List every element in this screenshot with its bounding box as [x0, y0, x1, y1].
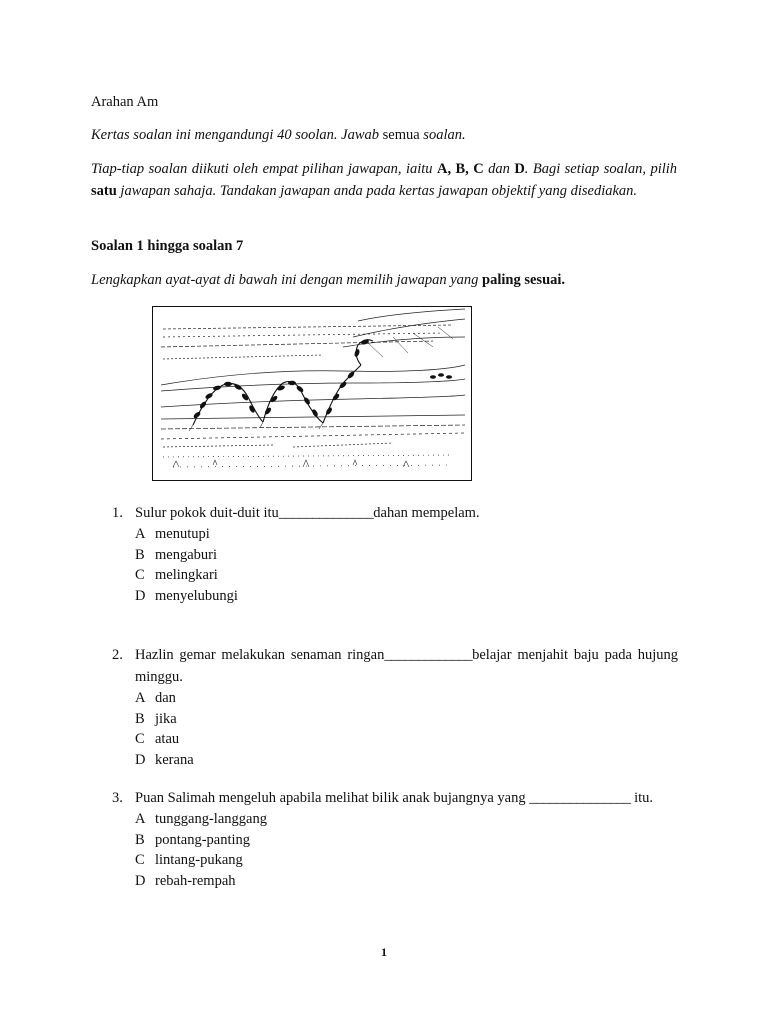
section-heading: Soalan 1 hingga soalan 7: [91, 238, 244, 254]
option-d[interactable]: [135, 871, 678, 892]
option-text: kerana: [155, 751, 194, 768]
question-text: [135, 644, 678, 688]
instruction-line: [91, 124, 677, 146]
question-text: [135, 502, 678, 524]
question-text-after: belajar menjahit baju pada hujung minggu.: [135, 647, 678, 685]
answer-blank: _____________: [384, 647, 473, 663]
option-c[interactable]: [135, 565, 678, 586]
option-text: tunggang-langgang: [155, 811, 267, 827]
option-letter: C: [135, 731, 145, 747]
question-3: [112, 787, 678, 891]
question-text-before: Sulur pokok duit-duit itu: [135, 505, 279, 521]
option-b[interactable]: [135, 830, 678, 851]
instruction-paragraph: [91, 158, 677, 202]
option-letter: C: [135, 567, 145, 583]
option-c[interactable]: [135, 850, 678, 871]
option-c[interactable]: [135, 729, 678, 750]
option-letter: B: [135, 546, 145, 563]
option-a[interactable]: [135, 809, 678, 830]
option-text: menutupi: [155, 526, 210, 542]
illustration-drawing: [153, 307, 471, 480]
option-text: menyelubungi: [155, 587, 238, 604]
option-letter: B: [135, 831, 145, 848]
option-letter: C: [135, 852, 145, 868]
option-letter: B: [135, 710, 145, 727]
option-letter: D: [135, 872, 146, 889]
option-text: jika: [155, 710, 177, 727]
question-text-before: Hazlin gemar melakukan senaman ringan: [135, 647, 385, 663]
instruction-plain: semua: [382, 127, 420, 143]
para-dan: dan: [488, 161, 510, 177]
option-letter: A: [135, 526, 146, 542]
options-list: [135, 809, 678, 891]
question-1: [112, 502, 678, 606]
para-bold-d: D: [514, 161, 525, 177]
option-text: mengaburi: [155, 546, 218, 563]
question-2: [112, 644, 678, 770]
option-text: lintang-pukang: [155, 852, 243, 868]
page-number: 1: [381, 945, 387, 959]
section-instruction: [91, 269, 677, 291]
answer-blank: ______________: [278, 505, 374, 521]
option-b[interactable]: [135, 545, 678, 566]
question-number: 3.: [112, 790, 123, 806]
option-text: atau: [155, 731, 180, 747]
option-text: melingkari: [155, 567, 218, 583]
option-a[interactable]: [135, 688, 678, 709]
para-bold-options: A, B, C: [436, 161, 484, 177]
section-instruction-bold: paling sesuai.: [482, 272, 566, 288]
option-letter: A: [135, 690, 146, 706]
question-text-after: dahan mempelam.: [373, 505, 480, 521]
options-list: [135, 524, 678, 606]
question-text-after: itu.: [634, 790, 654, 806]
para-bold-satu: satu: [91, 183, 117, 199]
options-list: [135, 688, 678, 770]
option-text: pontang-panting: [155, 831, 251, 848]
instruction-italic-a: Kertas soalan ini mengandungi 40 soolan. Jawab: [91, 127, 379, 143]
question-text: [135, 787, 678, 809]
option-letter: A: [135, 811, 146, 827]
section-instruction-italic: Lengkapkan ayat-ayat di bawah ini dengan memilih jawapan yang: [91, 272, 479, 288]
question-text-before: Puan Salimah mengeluh apabila melihat bilik anak bujangnya yang: [135, 790, 526, 806]
question-number: 2.: [112, 647, 123, 663]
option-b[interactable]: [135, 709, 678, 730]
question-number: 1.: [112, 505, 123, 521]
option-d[interactable]: [135, 750, 678, 771]
option-text: dan: [155, 690, 176, 706]
option-text: rebah-rempah: [155, 872, 236, 889]
answer-blank: _______________: [529, 790, 631, 806]
instruction-italic-b: soalan.: [423, 127, 466, 143]
option-a[interactable]: [135, 524, 678, 545]
option-letter: D: [135, 751, 146, 768]
section-title: Arahan Am: [91, 94, 159, 110]
para-text-c: jawapan sahaja. Tandakan jawapan anda pada kertas jawapan objektif yang disediakan.: [120, 183, 638, 199]
para-text-b: . Bagi setiap soalan, pilih: [524, 161, 678, 177]
option-letter: D: [135, 587, 146, 604]
option-d[interactable]: [135, 586, 678, 607]
vine-on-branch-illustration: [152, 306, 472, 481]
para-text-a: Tiap-tiap soalan diikuti oleh empat pilihan jawapan, iaitu: [91, 161, 433, 177]
